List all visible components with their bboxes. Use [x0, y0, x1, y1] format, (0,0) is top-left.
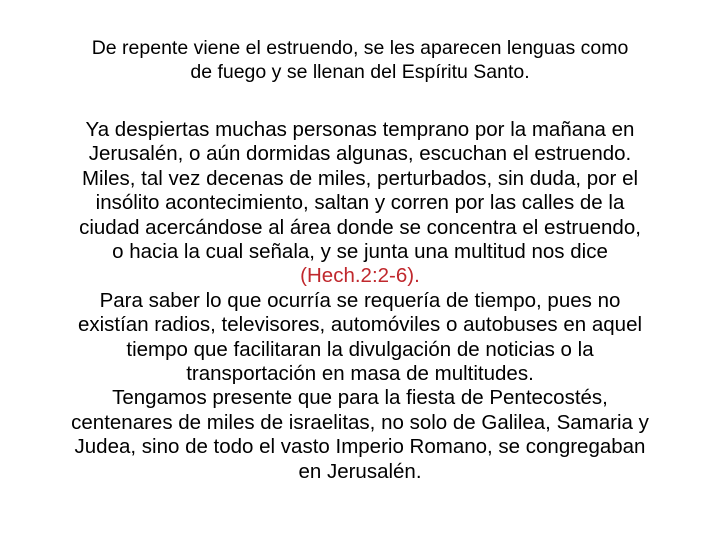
body-line: Jerusalén, o aún dormidas algunas, escuchan el estruendo.	[88, 142, 632, 166]
body-line: Judea, sino de todo el vasto Imperio Romano, se congregaban	[74, 435, 646, 459]
body-line: Miles, tal vez decenas de miles, perturbados, sin duda, por el	[81, 166, 639, 190]
body-paragraph	[30, 118, 690, 484]
body-line: existían radios, televisores, automóviles o autobuses en aquel	[77, 313, 643, 337]
bible-reference: (Hech.2:2-6).	[300, 264, 420, 288]
body-line: Tengamos presente que para la fiesta de Pentecostés,	[112, 386, 608, 410]
body-line: ciudad acercándose al área donde se concentra el estruendo,	[79, 215, 641, 239]
body-line: insólito acontecimiento, saltan y corren por las calles de la	[95, 191, 625, 215]
intro-line: De repente viene el estruendo, se les aparecen lenguas como	[91, 37, 629, 59]
body-line: transportación en masa de multitudes.	[186, 362, 534, 386]
body-line: tiempo que facilitaran la divulgación de noticias o la	[126, 337, 594, 361]
body-line: o hacia la cual señala, y se junta una multitud nos dice	[112, 240, 608, 264]
intro-line: de fuego y se llenan del Espíritu Santo.	[190, 61, 530, 83]
body-line: en Jerusalén.	[298, 459, 422, 483]
intro-paragraph	[30, 36, 690, 84]
body-line: Ya despiertas muchas personas temprano por la mañana en	[85, 118, 635, 141]
body-line: centenares de miles de israelitas, no solo de Galilea, Samaria y	[71, 410, 649, 434]
body-line: Para saber lo que ocurría se requería de tiempo, pues no	[99, 288, 621, 312]
